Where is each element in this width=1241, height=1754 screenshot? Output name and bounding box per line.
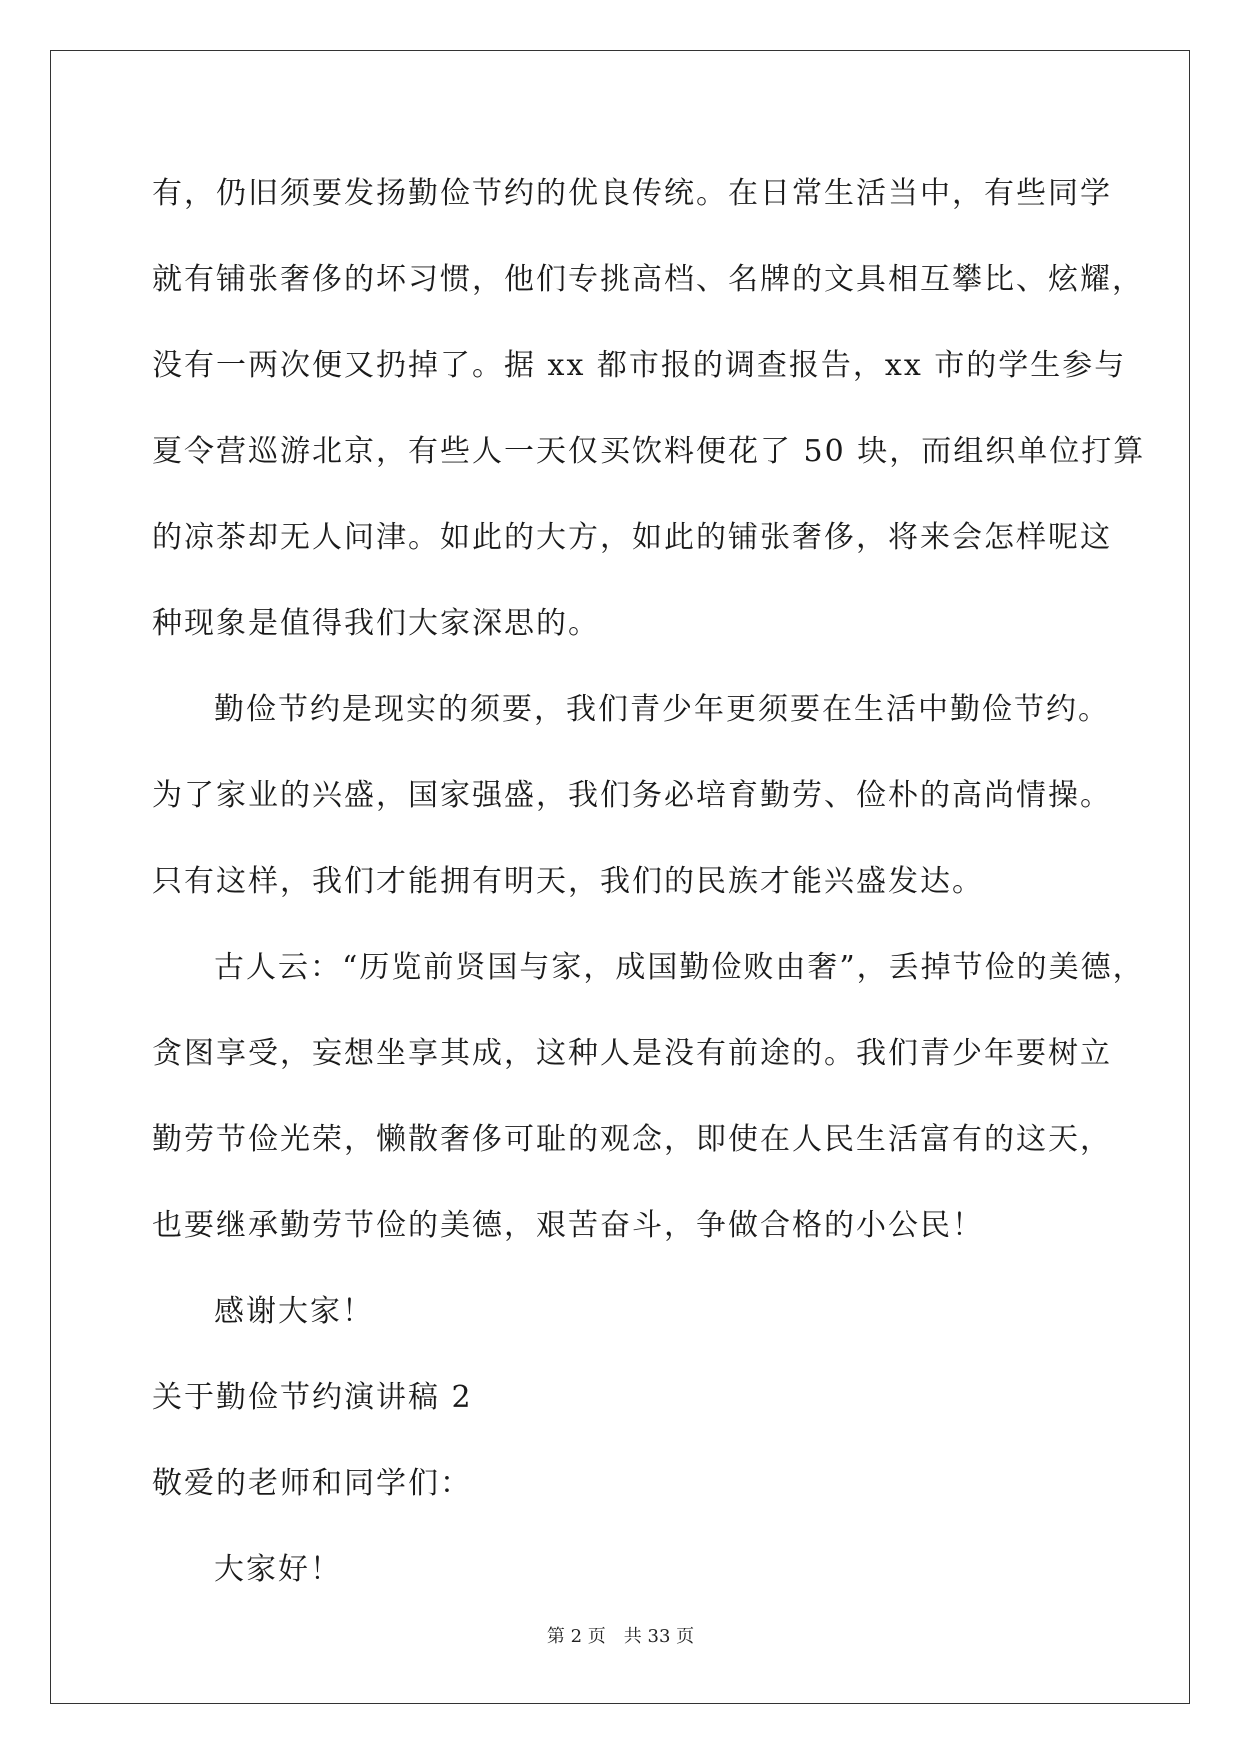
text-line-11: 贪图享受，妄想坐享其成，这种人是没有前途的。我们青少年要树立	[152, 1036, 1112, 1071]
text-line-6: 种现象是值得我们大家深思的。	[152, 606, 600, 641]
page-number: 第 2 页	[546, 1626, 606, 1647]
text-line-4: 夏令营巡游北京，有些人一天仅买饮料便花了 50 块，而组织单位打算	[152, 434, 1146, 469]
text-line-9: 只有这样，我们才能拥有明天，我们的民族才能兴盛发达。	[152, 864, 984, 899]
text-line-12: 勤劳节俭光荣，懒散奢侈可耻的观念，即使在人民生活富有的这天，	[152, 1122, 1112, 1157]
text-line-10: 古人云：“历览前贤国与家，成国勤俭败由奢”，丢掉节俭的美德，	[214, 950, 1145, 985]
text-line-8: 为了家业的兴盛，国家强盛，我们务必培育勤劳、俭朴的高尚情操。	[152, 778, 1112, 813]
text-line-13: 也要继承勤劳节俭的美德，艰苦奋斗，争做合格的小公民！	[152, 1208, 984, 1243]
text-line-2: 就有铺张奢侈的坏习惯，他们专挑高档、名牌的文具相互攀比、炫耀，	[152, 262, 1144, 297]
document-body	[152, 158, 1146, 1620]
text-line-14: 感谢大家！	[214, 1294, 374, 1329]
text-line-7: 勤俭节约是现实的须要，我们青少年更须要在生活中勤俭节约。	[214, 692, 1110, 727]
section-heading: 关于勤俭节约演讲稿 2	[152, 1380, 473, 1415]
text-line-3: 没有一两次便又扔掉了。据 xx 都市报的调查报告，xx 市的学生参与	[152, 348, 1127, 383]
page-footer	[0, 1622, 1241, 1648]
text-line-1: 有，仍旧须要发扬勤俭节约的优良传统。在日常生活当中，有些同学	[152, 176, 1112, 211]
salutation: 敬爱的老师和同学们：	[152, 1466, 472, 1501]
text-line-5: 的凉茶却无人问津。如此的大方，如此的铺张奢侈，将来会怎样呢这	[152, 520, 1112, 555]
page-total: 共 33 页	[623, 1626, 695, 1647]
greeting: 大家好！	[214, 1552, 342, 1587]
